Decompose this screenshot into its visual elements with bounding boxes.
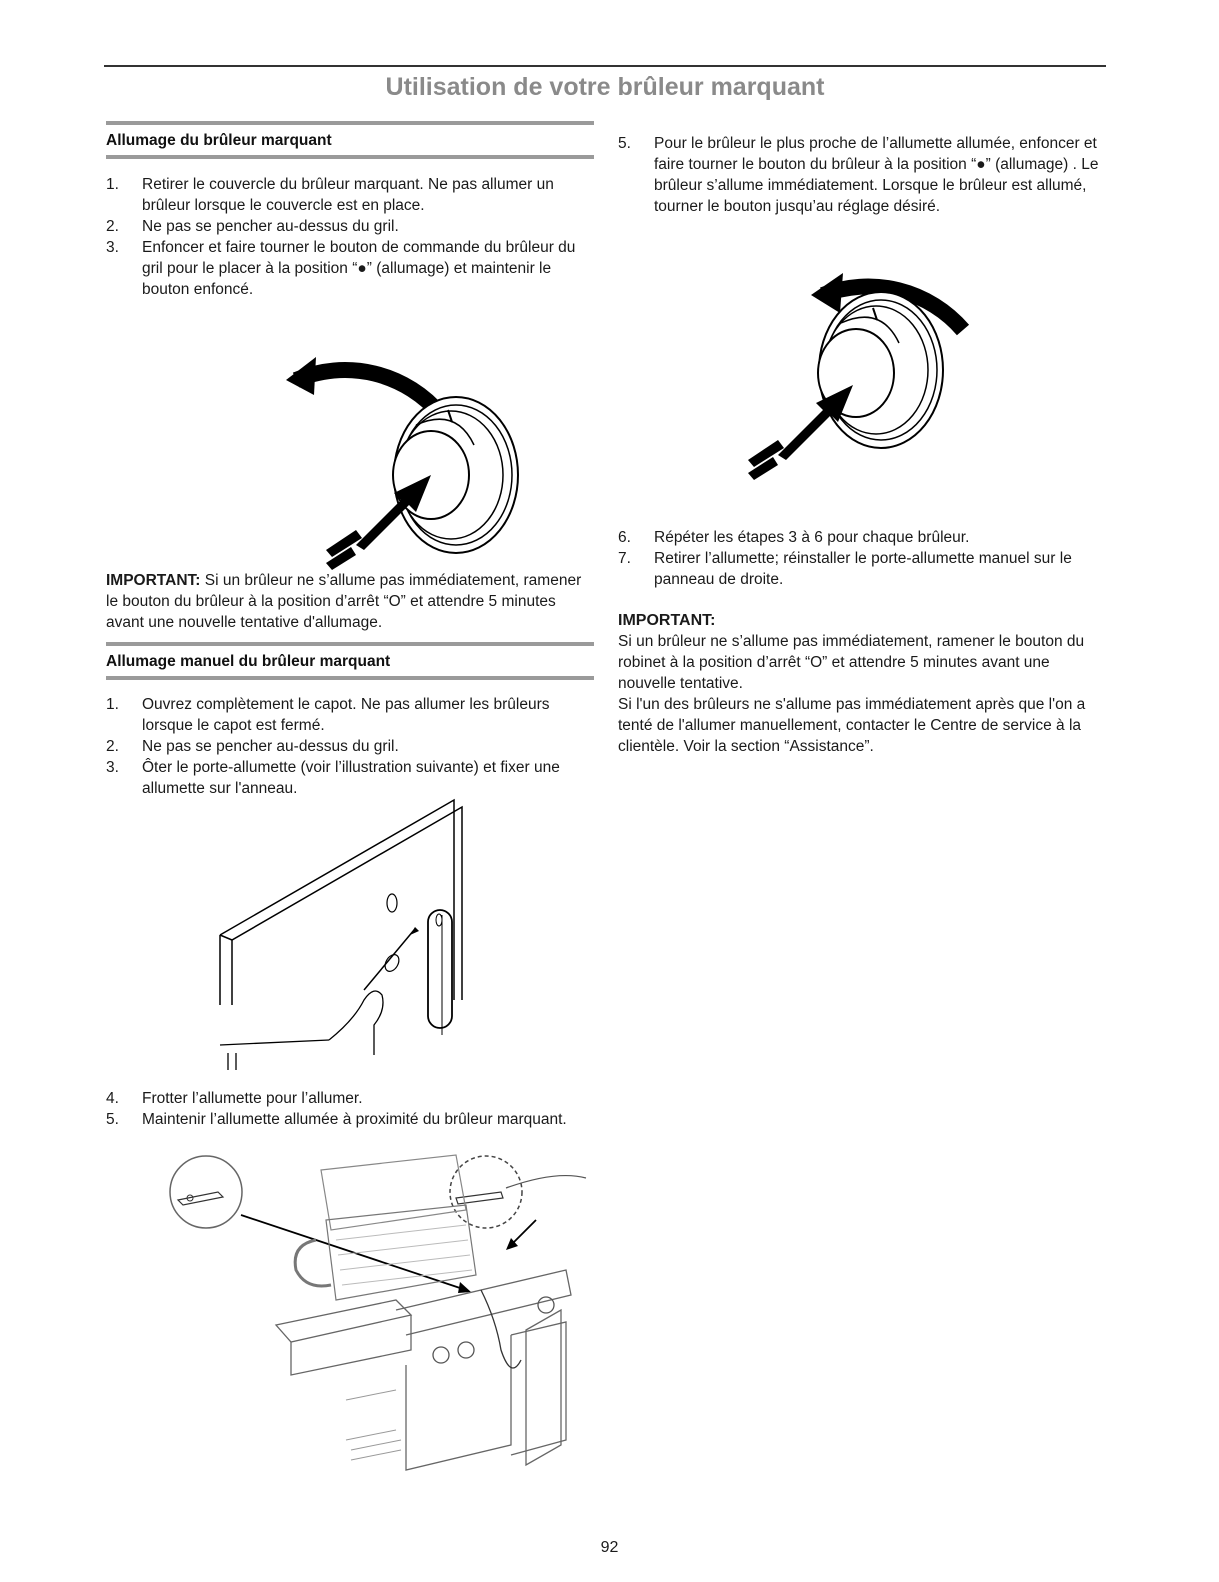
grill-manual-lighting-illustration <box>166 1150 606 1490</box>
page-title: Utilisation de votre brûleur marquant <box>385 73 825 101</box>
list-item: 6. Répéter les étapes 3 à 6 pour chaque brûleur. <box>618 529 970 546</box>
ignition-steps <box>106 174 586 300</box>
right-steps-b <box>618 527 1100 590</box>
section-heading-label: Allumage du brûleur marquant <box>106 132 332 149</box>
section-heading-label: Allumage manuel du brûleur marquant <box>106 653 391 670</box>
list-item: 5. Maintenir l’allumette allumée à proximité du brûleur marquant. <box>106 1111 567 1128</box>
manual-steps <box>106 694 586 799</box>
list-item: 4. Frotter l’allumette pour l’allumer. <box>106 1090 363 1107</box>
list-item: 5. Pour le brûleur le plus proche de l’allumette allumée, enfoncer et faire tourner le bouton du brûleur à la position “●” (allumage) . Le brûleur s’allume immédiatement. Lorsque le brûleur est allumé, tourner le bouton jusqu’au réglage désiré. <box>618 135 1099 215</box>
list-item: 3. Enfoncer et faire tourner le bouton de commande du brûleur du gril pour le placer à la position “●” (allumage) et maintenir le bouton enfoncé. <box>106 239 576 298</box>
list-item: 7. Retirer l’allumette; réinstaller le porte-allumette manuel sur le panneau de droite. <box>618 550 1072 588</box>
important-note-3: Si l'un des brûleurs ne s'allume pas immédiatement après que l'on a tenté de l'allumer manuellement, contacter le Centre de service à la clientèle. Voir la section “Assistance”. <box>618 696 1086 755</box>
manual-steps-continued <box>106 1088 586 1130</box>
list-item: 1. Retirer le couvercle du brûleur marquant. Ne pas allumer un brûleur lorsque le couvercle est en place. <box>106 176 554 214</box>
list-item: 3. Ôter le porte-allumette (voir l’illustration suivante) et fixer une allumette sur l'anneau. <box>106 759 560 797</box>
top-rule <box>104 65 1106 67</box>
knob-push-turn-illustration <box>216 335 566 575</box>
right-steps-a <box>618 133 1100 217</box>
match-holder-illustration <box>214 795 574 1075</box>
list-item: 2. Ne pas se pencher au-dessus du gril. <box>106 738 399 755</box>
list-item: 1. Ouvrez complètement le capot. Ne pas allumer les brûleurs lorsque le capot est fermé. <box>106 696 550 734</box>
section-heading-manual <box>106 642 594 680</box>
knob-push-turn-illustration <box>743 255 1093 495</box>
list-item: 2. Ne pas se pencher au-dessus du gril. <box>106 218 399 235</box>
important-note-2: Si un brûleur ne s’allume pas immédiatement, ramener le bouton du robinet à la position d’arrêt “O” et attendre 5 minutes avant une nouvelle tentative. <box>618 633 1085 692</box>
important-note-1: IMPORTANT: Si un brûleur ne s’allume pas immédiatement, ramener le bouton du brûleur à la position d’arrêt “O” et attendre 5 minutes avant une nouvelle tentative d'allumage. <box>106 572 582 631</box>
section-heading-ignition <box>106 121 594 159</box>
page-number: 92 <box>600 1539 619 1556</box>
important-label-2: IMPORTANT: <box>618 612 716 629</box>
